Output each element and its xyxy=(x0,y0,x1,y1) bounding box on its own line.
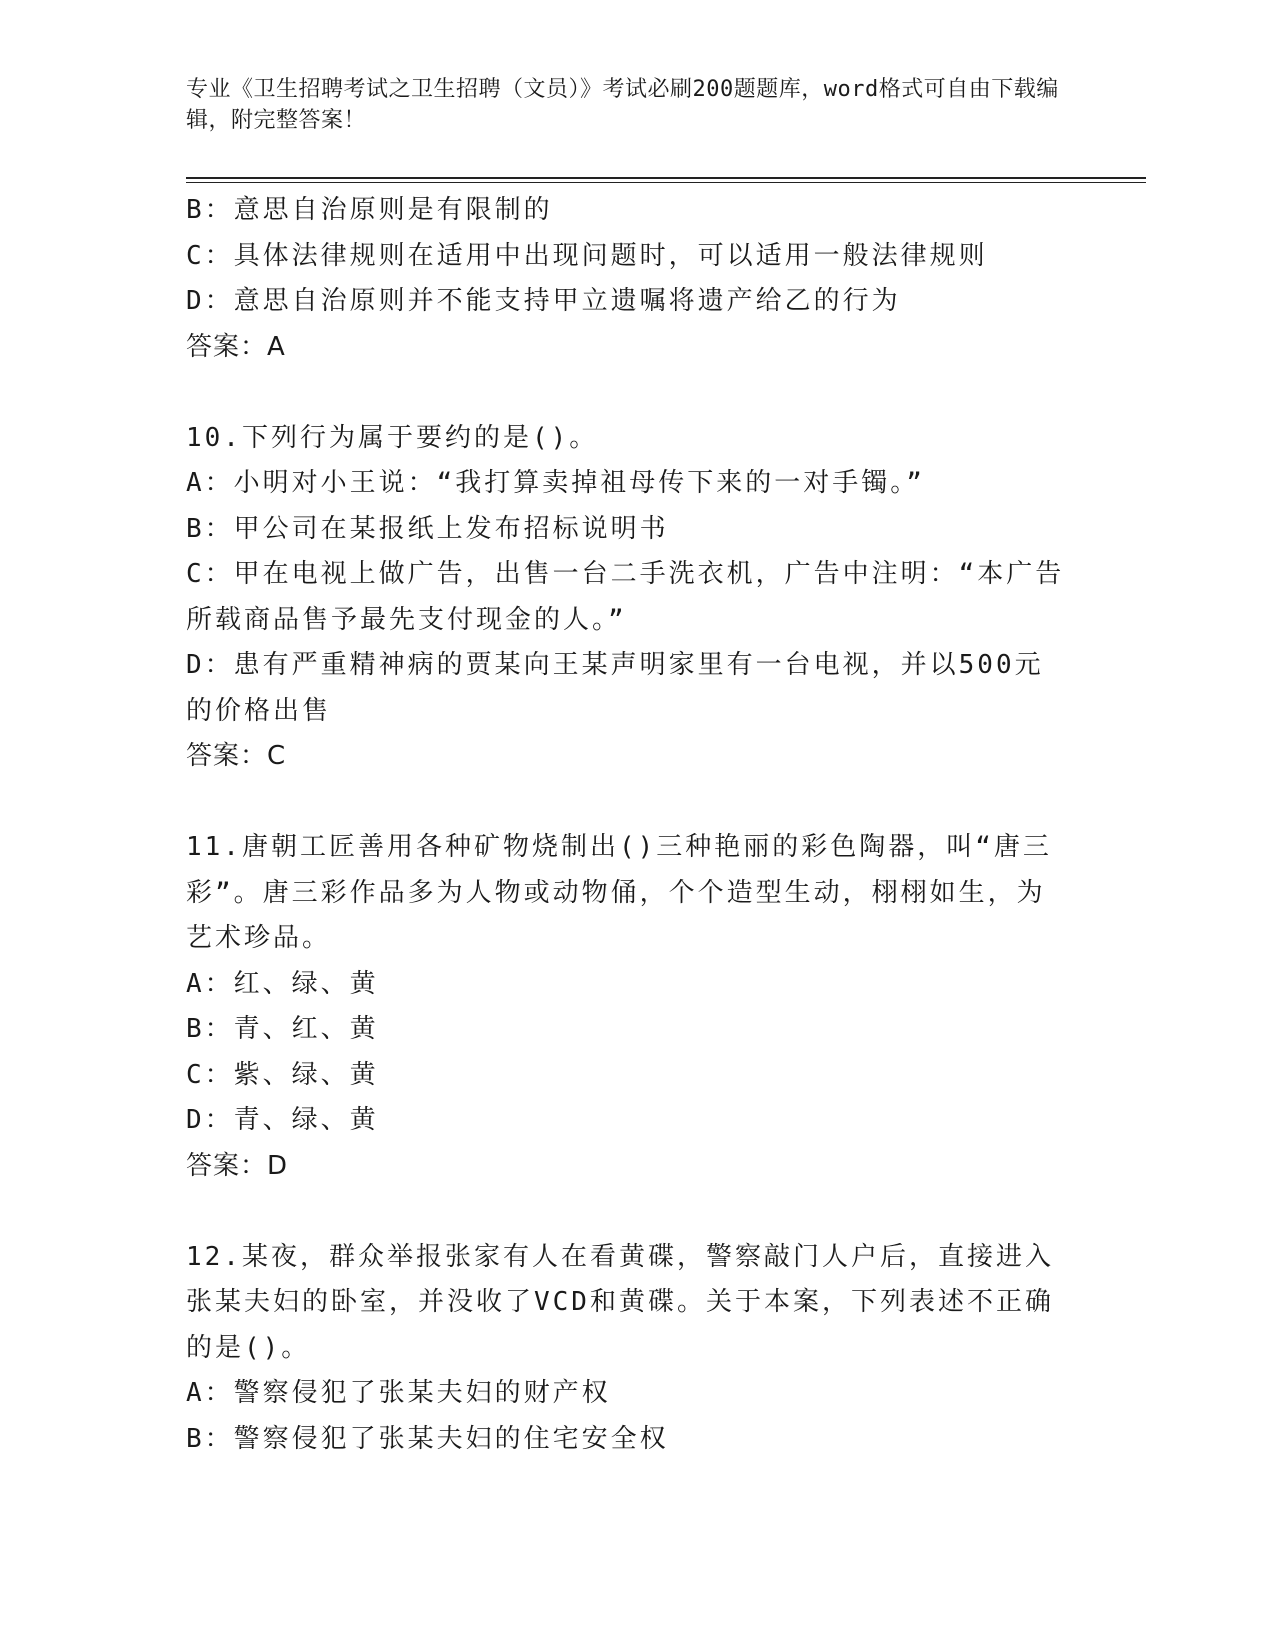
option-c: C：紫、绿、黄 xyxy=(186,1059,379,1090)
header-rule-thick xyxy=(186,177,1146,179)
option-b: B：青、红、黄 xyxy=(186,1014,379,1044)
question-stem: 10.下列行为属于要约的是()。 xyxy=(186,422,599,453)
option-b: B：甲公司在某报纸上发布招标说明书 xyxy=(186,513,669,544)
option-d: D：患有严重精神病的贾某向王某声明家里有一台电视，并以500元的价格出售 xyxy=(186,650,1044,726)
option-a: A：红、绿、黄 xyxy=(186,968,379,999)
question-stem: 11.唐朝工匠善用各种矿物烧制出()三种艳丽的彩色陶器，叫“唐三彩”。唐三彩作品多为人物或动物俑，个个造型生动，栩栩如生，为艺术珍品。 xyxy=(186,832,1052,953)
option-a: A：小明对小王说：“我打算卖掉祖母传下来的一对手镯。” xyxy=(186,468,925,498)
question-11 xyxy=(186,825,1066,1189)
spacer xyxy=(186,370,1066,416)
spacer xyxy=(186,1189,1066,1235)
option-b: B：警察侵犯了张某夫妇的住宅安全权 xyxy=(186,1423,669,1454)
question-10 xyxy=(186,416,1066,780)
question-content xyxy=(186,188,1066,1462)
question-12 xyxy=(186,1235,1066,1463)
header-rule-thin xyxy=(186,182,1146,183)
option-d: D：意思自治原则并不能支持甲立遗嘱将遗产给乙的行为 xyxy=(186,286,901,316)
answer-line: 答案：A xyxy=(186,331,286,362)
option-c: C：甲在电视上做广告，出售一台二手洗衣机，广告中注明：“本广告所载商品售予最先支付现金的人。” xyxy=(186,559,1065,635)
option-a: A：警察侵犯了张某夫妇的财产权 xyxy=(186,1378,611,1408)
spacer xyxy=(186,780,1066,826)
option-d: D：青、绿、黄 xyxy=(186,1105,379,1135)
question-stem: 12.某夜，群众举报张家有人在看黄碟，警察敲门人户后，直接进入张某夫妇的卧室，并没收了VCD和黄碟。关于本案，下列表述不正确的是()。 xyxy=(186,1241,1054,1363)
answer-line: 答案：D xyxy=(186,1150,289,1181)
answer-line: 答案：C xyxy=(186,741,287,771)
document-header: 专业《卫生招聘考试之卫生招聘（文员）》考试必刷200题题库，word格式可自由下载编辑，附完整答案！ xyxy=(186,77,1059,133)
option-c: C：具体法律规则在适用中出现问题时，可以适用一般法律规则 xyxy=(186,240,988,271)
prev-question-block xyxy=(186,188,1066,370)
option-b: B：意思自治原则是有限制的 xyxy=(186,195,553,225)
